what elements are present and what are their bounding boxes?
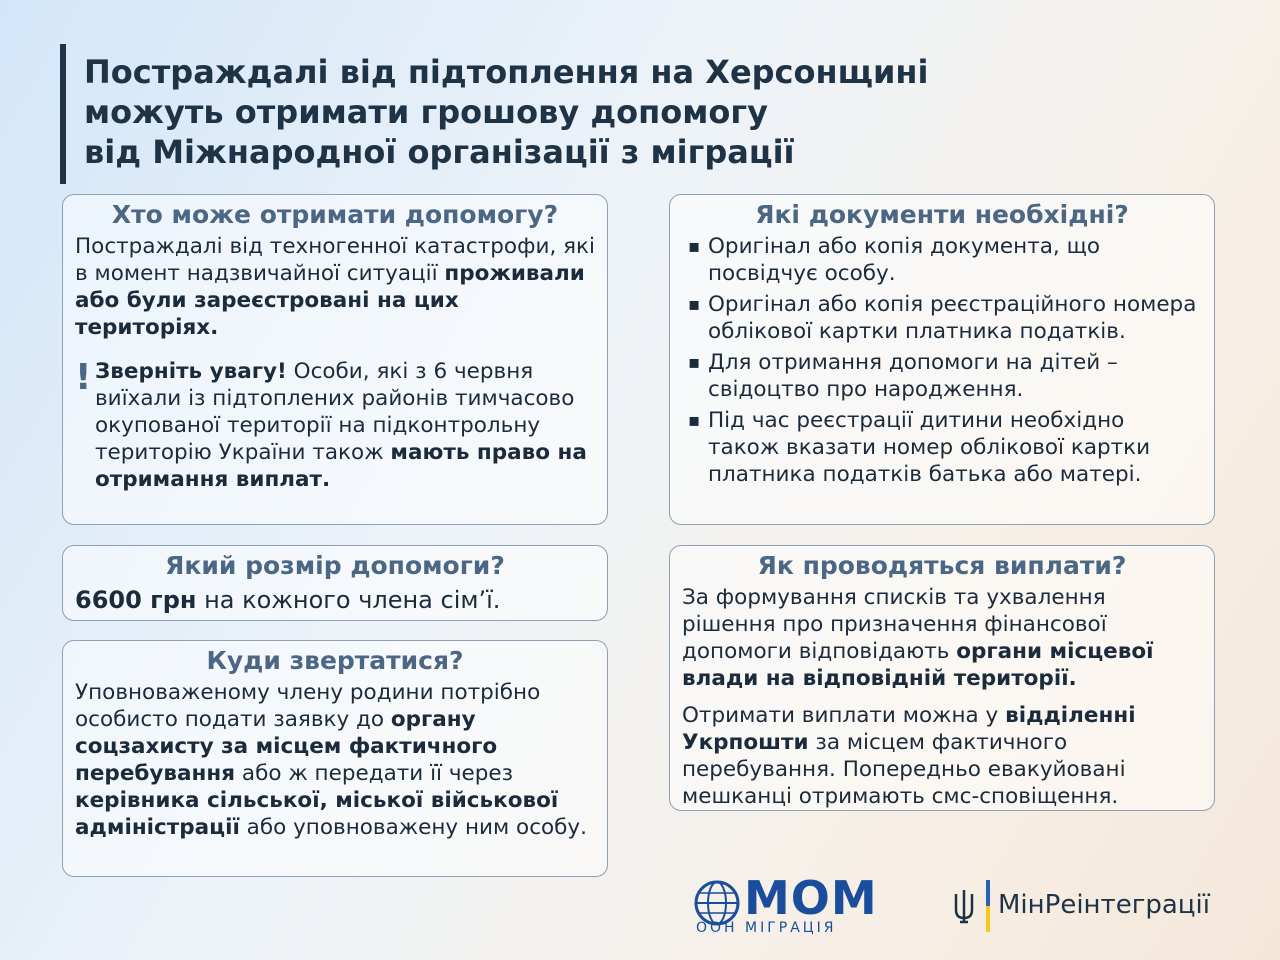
list-item: ▪ Для отримання допомоги на дітей – свідоцтво про народження.: [688, 350, 1118, 402]
payments-card: [669, 545, 1215, 811]
bullet-icon: ▪: [688, 352, 701, 373]
attention-note: [75, 358, 595, 493]
payments-text-1: За формування списків та ухвалення рішення про призначення фінансової допомоги відповідають органи місцевої влади на відповідній території.: [682, 585, 1154, 691]
docs-list: [682, 233, 1202, 488]
iom-name: МОМ: [744, 871, 878, 925]
page-title: [84, 52, 1084, 172]
list-item: ▪ Оригінал або копія документа, що посвідчує особу.: [688, 234, 1100, 286]
exclamation-icon: !: [75, 357, 92, 398]
iom-logo: [694, 871, 878, 938]
ministry-logo: [952, 878, 1232, 934]
title-line-3: від Міжнародної організації з міграції: [84, 133, 795, 171]
note-text: Зверніть увагу! Особи, які з 6 червня виїхали із підтоплених районів тимчасово окупованої території на підконтрольну територію України також мають право на отримання виплат.: [95, 359, 587, 492]
payments-heading: Як проводяться виплати?: [757, 551, 1127, 580]
bullet-icon: ▪: [688, 410, 701, 431]
amount-text: 6600 грн на кожного члена сім’ї.: [75, 586, 501, 614]
ministry-name: МінРеінтеграції: [998, 890, 1210, 920]
documents-card: [669, 194, 1215, 525]
docs-heading: Які документи необхідні?: [755, 200, 1129, 229]
title-accent-bar: [60, 44, 66, 184]
who-heading: Хто може отримати допомогу?: [111, 200, 559, 229]
amount-card: [62, 545, 608, 621]
bullet-icon: ▪: [688, 236, 701, 257]
list-item: ▪ Під час реєстрації дитини необхідно також вказати номер облікової картки платника податків батька або матері.: [688, 408, 1151, 487]
who-card: [62, 194, 608, 525]
amount-heading: Який розмір допомоги?: [165, 551, 505, 580]
where-text: Уповноваженому члену родини потрібно особисто подати заявку до органу соцзахисту за місцем фактичного перебування або ж передати її через керівника сільської, міської військової адміністрації або уповноважену ним особу.: [75, 680, 587, 840]
payments-text-2: Отримати виплати можна у відділенні Укрпошти за місцем фактичного перебування. Попередньо евакуйовані мешканці отримають смс-сповіщення.: [682, 703, 1136, 809]
trident-icon: [952, 888, 976, 924]
flag-divider: [986, 880, 990, 932]
where-card: [62, 640, 608, 877]
title-line-2: можуть отримати грошову допомогу: [84, 93, 768, 131]
where-heading: Куди звертатися?: [206, 646, 464, 675]
title-line-1: Постраждалі від підтоплення на Херсонщині: [84, 53, 929, 91]
list-item: ▪ Оригінал або копія реєстраційного номера облікової картки платника податків.: [688, 292, 1197, 344]
who-text: Постраждалі від техногенної катастрофи, які в момент надзвичайної ситуації проживали або були зареєстровані на цих територіях.: [75, 234, 595, 340]
iom-subtitle: ООН МІГРАЦІЯ: [696, 920, 837, 936]
bullet-icon: ▪: [688, 294, 701, 315]
